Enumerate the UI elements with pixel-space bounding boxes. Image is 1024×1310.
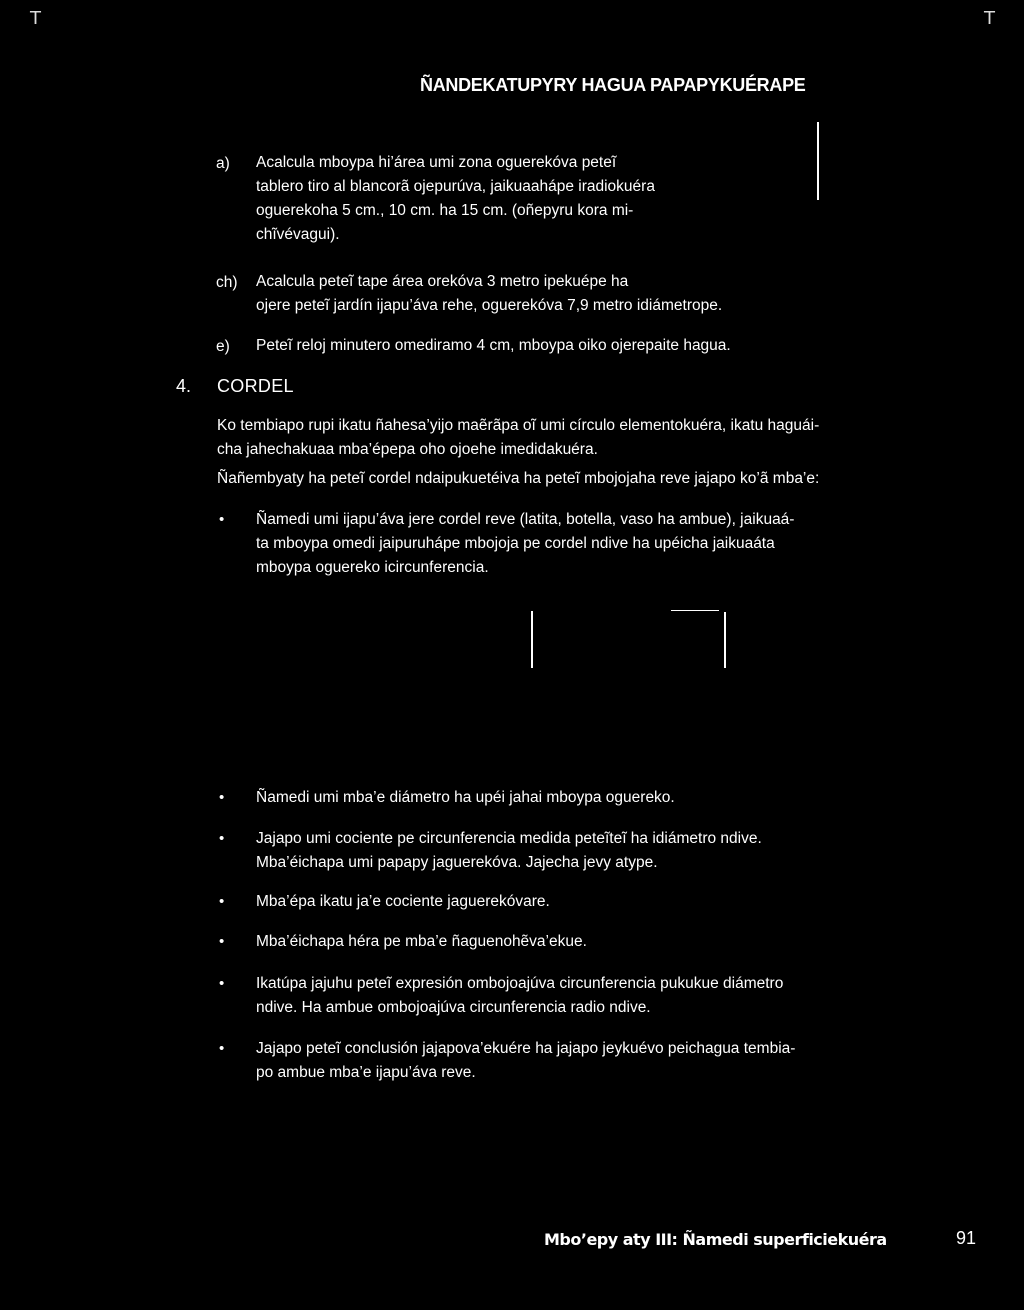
bullet-dot: • xyxy=(219,975,225,992)
exercise-ch-letter: ch) xyxy=(216,274,238,291)
decorative-vertical-line xyxy=(817,122,819,200)
illustration-line-top xyxy=(671,610,719,611)
corner-mark-right: T xyxy=(984,8,995,29)
text-line: Ñamedi umi mba’e diámetro ha upéi jahai mboypa oguereko. xyxy=(256,789,675,806)
bullet-dot: • xyxy=(219,830,225,847)
text-line: Jajapo umi cociente pe circunferencia medida peteĩteĩ ha idiámetro ndive. xyxy=(256,830,762,847)
bullet-dot: • xyxy=(219,1040,225,1057)
text-line: Acalcula peteĩ tape área orekóva 3 metro ipekuépe ha xyxy=(256,273,629,290)
bullet-item xyxy=(256,930,906,954)
bullet-dot: • xyxy=(219,933,225,950)
bullet-item xyxy=(256,1037,906,1085)
exercise-a-letter: a) xyxy=(216,155,230,172)
bullet-dot: • xyxy=(219,893,225,910)
section-number: 4. xyxy=(176,376,192,396)
text-line: Ko tembiapo rupi ikatu ñahesa’yijo maẽrãpa oĩ umi círculo elementokuéra, ikatu haguái- xyxy=(217,417,820,434)
text-line: tablero tiro al blancorã ojepurúva, jaikuaahápe iradiokuéra xyxy=(256,178,655,195)
footer-title: Mbo’epy aty III: Ñamedi superficiekuéra xyxy=(544,1230,887,1249)
section-instruction: Ñañembyaty ha peteĩ cordel ndaipukuetéiva ha peteĩ mbojojaha reve jajapo ko’ã mba’e: xyxy=(217,470,820,487)
text-line: Acalcula mboypa hi’área umi zona oguerekóva peteĩ xyxy=(256,154,617,171)
illustration-line-right xyxy=(724,612,726,668)
section-title: CORDEL xyxy=(217,376,294,396)
text-line: Jajapo peteĩ conclusión jajapova’ekuére ha jajapo jeykuévo peichagua tembia- xyxy=(256,1040,796,1057)
text-line: Mba’éichapa umi papapy jaguerekóva. Jajecha jevy atype. xyxy=(256,854,658,871)
text-line: Mba’éichapa héra pe mba’e ñaguenohẽva’ekue. xyxy=(256,933,587,950)
page-number: 91 xyxy=(956,1228,977,1248)
text-line: ta mboypa omedi jaipuruhápe mbojoja pe cordel ndive ha upéicha jaikuaáta xyxy=(256,535,775,552)
section-intro xyxy=(217,414,907,462)
text-line: ndive. Ha ambue ombojoajúva circunferencia radio ndive. xyxy=(256,999,651,1016)
text-line: cha jahechakuaa mba’épepa oho ojoehe imedidakuéra. xyxy=(217,441,598,458)
page-header-title: ÑANDEKATUPYRY HAGUA PAPAPYKUÉRAPE xyxy=(420,75,806,95)
bullet-item xyxy=(256,508,906,580)
bullet-item xyxy=(256,786,906,810)
illustration-line-left xyxy=(531,611,533,668)
text-line: po ambue mba’e ijapu’áva reve. xyxy=(256,1064,476,1081)
text-line: Peteĩ reloj minutero omediramo 4 cm, mboypa oiko ojerepaite hagua. xyxy=(256,337,731,354)
bullet-item xyxy=(256,890,906,914)
text-line: Ñamedi umi ijapu’áva jere cordel reve (latita, botella, vaso ha ambue), jaikuaá- xyxy=(256,511,795,528)
text-line: Mba’épa ikatu ja’e cociente jaguerekóvare. xyxy=(256,893,550,910)
exercise-a-text xyxy=(256,151,736,247)
bullet-dot: • xyxy=(219,511,225,528)
text-line: oguerekoha 5 cm., 10 cm. ha 15 cm. (oñepyru kora mi- xyxy=(256,202,634,219)
text-line: Ikatúpa jajuhu peteĩ expresión ombojoajúva circunferencia pukukue diámetro xyxy=(256,975,784,992)
bullet-item xyxy=(256,827,906,875)
text-line: ojere peteĩ jardín ijapu’áva rehe, oguerekóva 7,9 metro idiámetrope. xyxy=(256,297,723,314)
text-line: mboypa oguereko icircunferencia. xyxy=(256,559,489,576)
corner-mark-left: T xyxy=(30,8,41,29)
exercise-e-text xyxy=(256,334,856,358)
text-line: chĩvévagui). xyxy=(256,226,340,243)
exercise-e-letter: e) xyxy=(216,338,230,355)
exercise-ch-text xyxy=(256,270,856,318)
bullet-dot: • xyxy=(219,789,225,806)
bullet-item xyxy=(256,972,906,1020)
